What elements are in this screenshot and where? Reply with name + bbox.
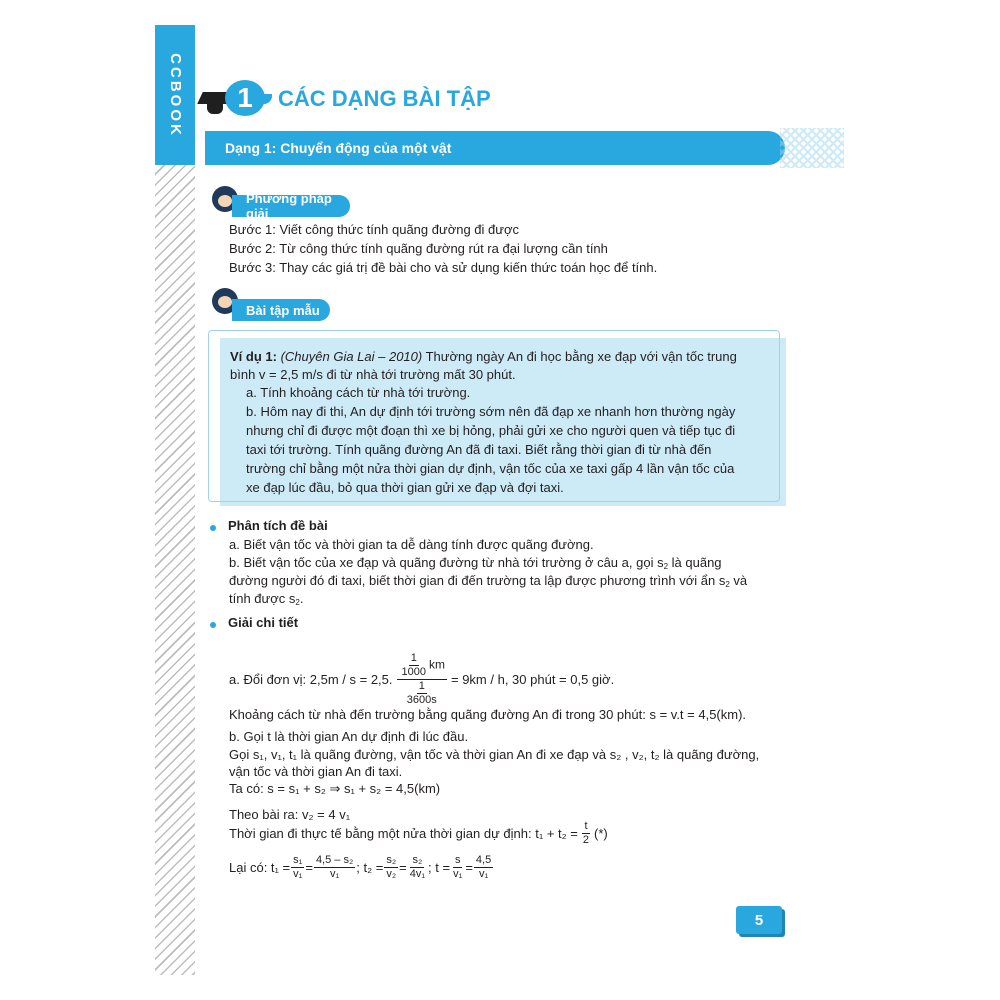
solution-b-line-5-text: Thời gian đi thực tế bằng một nửa thời gian dự định: t₁ + t₂ =	[229, 825, 578, 841]
spine-brand	[155, 25, 195, 165]
fraction-5	[451, 854, 464, 881]
fraction-denominator: v₂	[386, 868, 397, 880]
example-part-b-5: xe đạp lúc đầu, bỏ qua thời gian gửi xe đạp và đợi taxi.	[246, 480, 564, 495]
analysis-b-2-tail: và	[729, 573, 748, 588]
bullet-icon	[210, 525, 216, 531]
analysis-b-2-text: đường người đó đi taxi, biết thời gian đi đến trường ta lập được phương trình với ẩn s	[229, 573, 726, 588]
fraction-6	[474, 854, 493, 881]
mascot-reading-face-icon	[218, 296, 232, 308]
km-unit: km	[429, 657, 445, 672]
analysis-heading: Phân tích đề bài	[228, 518, 328, 533]
example-label: Ví dụ 1:	[230, 349, 277, 364]
separator-t2: ; t₂ =	[356, 859, 384, 875]
km-denominator: 1000	[401, 666, 426, 678]
solution-a-text: a. Đổi đơn vị: 2,5m / s = 2,5.	[229, 671, 393, 687]
graduation-cap-base-icon	[207, 100, 223, 114]
decorative-pattern	[780, 128, 844, 168]
method-step-3: Bước 3: Thay các giá trị đề bài cho và sử dụng kiến thức toán học để tính.	[229, 260, 658, 275]
analysis-b-3-tail: .	[299, 591, 304, 606]
fraction-3	[384, 854, 398, 881]
method-step-2: Bước 2: Từ công thức tính quãng đường rút ra đại lượng cần tính	[229, 241, 608, 256]
example-source: (Chuyên Gia Lai – 2010)	[280, 349, 423, 364]
solution-b-line-6-text: Lại có: t₁ =	[229, 859, 291, 875]
example-part-b-2: nhưng chỉ đi được một đoạn thì xe bị hỏng, phải gửi xe cho người quen và tiếp tục đi	[246, 423, 736, 438]
fraction-numerator: s₂	[386, 854, 397, 866]
solution-heading: Giải chi tiết	[228, 615, 299, 630]
solution-b-line-4: Theo bài ra: v₂ = 4 v₁	[229, 807, 351, 822]
half-fraction	[581, 820, 591, 847]
half-denominator: 2	[582, 834, 590, 846]
method-step-1: Bước 1: Viết công thức tính quãng đường đi được	[229, 222, 519, 237]
km-fraction	[400, 652, 428, 679]
analysis-b-3-text: tính được s	[229, 591, 296, 606]
solution-b-line-6	[229, 854, 494, 881]
subscript: 2	[663, 562, 669, 571]
fraction-2	[314, 854, 355, 881]
fraction-numerator: s	[454, 854, 461, 866]
solution-b-line-1: Gọi s₁, v₁, t₁ là quãng đường, vận tốc và thời gian An đi xe đạp và s₂ , v₂, t₂ là quãng đường,	[229, 747, 760, 762]
mascot-face-icon	[218, 195, 232, 207]
example-part-b-4: trường chỉ bằng một nửa thời gian dự định, vận tốc của xe taxi gấp 4 lần vận tốc của	[246, 461, 735, 476]
chapter-number: 1	[225, 80, 265, 116]
analysis-b-1-tail: là quãng	[668, 555, 722, 570]
equals-sign: =	[465, 859, 473, 875]
solution-a-result: = 9km / h, 30 phút = 0,5 giờ.	[451, 671, 615, 687]
unit-fraction	[397, 652, 447, 707]
solution-b-line-5	[229, 820, 608, 847]
separator-t: ; t =	[428, 859, 451, 875]
chapter-title: CÁC DẠNG BÀI TẬP	[278, 86, 491, 111]
hour-numerator: 1	[418, 680, 425, 692]
fraction-numerator: s₁	[293, 854, 303, 866]
fraction-numerator: s₂	[412, 854, 423, 866]
fraction-denominator: v₁	[329, 868, 340, 880]
km-numerator: 1	[410, 652, 417, 664]
example-line-1-text: Thường ngày An đi học bằng xe đạp với vận tốc trung	[422, 349, 737, 364]
spine-hatch	[155, 165, 195, 975]
fraction-numerator: 4,5 – s₂	[315, 854, 354, 866]
solution-b-line-3: Ta có: s = s₁ + s₂ ⇒ s₁ + s₂ = 4,5(km)	[229, 781, 441, 796]
fraction-denominator: v₁	[293, 868, 303, 880]
example-line-1	[230, 348, 737, 366]
solution-b-line-2: vận tốc và thời gian An đi taxi.	[229, 764, 403, 779]
equals-sign: =	[305, 859, 313, 875]
fraction-1	[291, 854, 304, 881]
analysis-a: a. Biết vận tốc và thời gian ta dễ dàng tính được quãng đường.	[229, 537, 594, 552]
half-numerator: t	[584, 820, 588, 832]
solution-a	[229, 652, 614, 707]
analysis-b-1-text: b. Biết vận tốc của xe đạp và quãng đường từ nhà tới trường ở câu a, gọi s	[229, 555, 664, 570]
unit-fraction-numerator	[397, 652, 447, 680]
fraction-denominator: 4v₁	[409, 868, 426, 880]
example-line-2: bình v = 2,5 m/s đi từ nhà tới trường mất 30 phút.	[230, 367, 516, 382]
hour-fraction	[405, 680, 439, 707]
equals-sign: =	[399, 859, 407, 875]
example-part-b-3: taxi tới trường. Tính quãng đường An đã đi taxi. Biết rằng thời gian đi từ nhà đến	[246, 442, 712, 457]
example-part-b-1: b. Hôm nay đi thi, An dự định tới trường sớm nên đã đạp xe nhanh hơn thường ngày	[246, 404, 736, 419]
page-number: 5	[736, 906, 782, 934]
brand-text: CCBOOK	[166, 52, 184, 138]
fraction-4	[408, 854, 427, 881]
section-title: Dạng 1: Chuyển động của một vật	[225, 140, 452, 156]
hour-denominator: 3600s	[406, 694, 437, 706]
analysis-b-2	[229, 572, 747, 594]
method-heading: Phương pháp giải	[232, 195, 350, 217]
unit-fraction-denominator	[402, 680, 442, 707]
subscript: 2	[725, 580, 730, 589]
equation-marker: (*)	[594, 825, 608, 841]
example-part-a: a. Tính khoảng cách từ nhà tới trường.	[246, 385, 471, 400]
fraction-denominator: v₁	[453, 868, 463, 880]
solution-distance: Khoảng cách từ nhà đến trường bằng quãng đường An đi trong 30 phút: s = v.t = 4,5(km).	[229, 707, 747, 722]
solution-b-intro: b. Gọi t là thời gian An dự định đi lúc đầu.	[229, 729, 469, 744]
analysis-b-3	[229, 590, 303, 612]
fraction-numerator: 4,5	[475, 854, 492, 866]
fraction-denominator: v₁	[478, 868, 489, 880]
bullet-icon	[210, 622, 216, 628]
subscript: 2	[295, 598, 300, 607]
sample-heading: Bài tập mẫu	[232, 299, 330, 321]
